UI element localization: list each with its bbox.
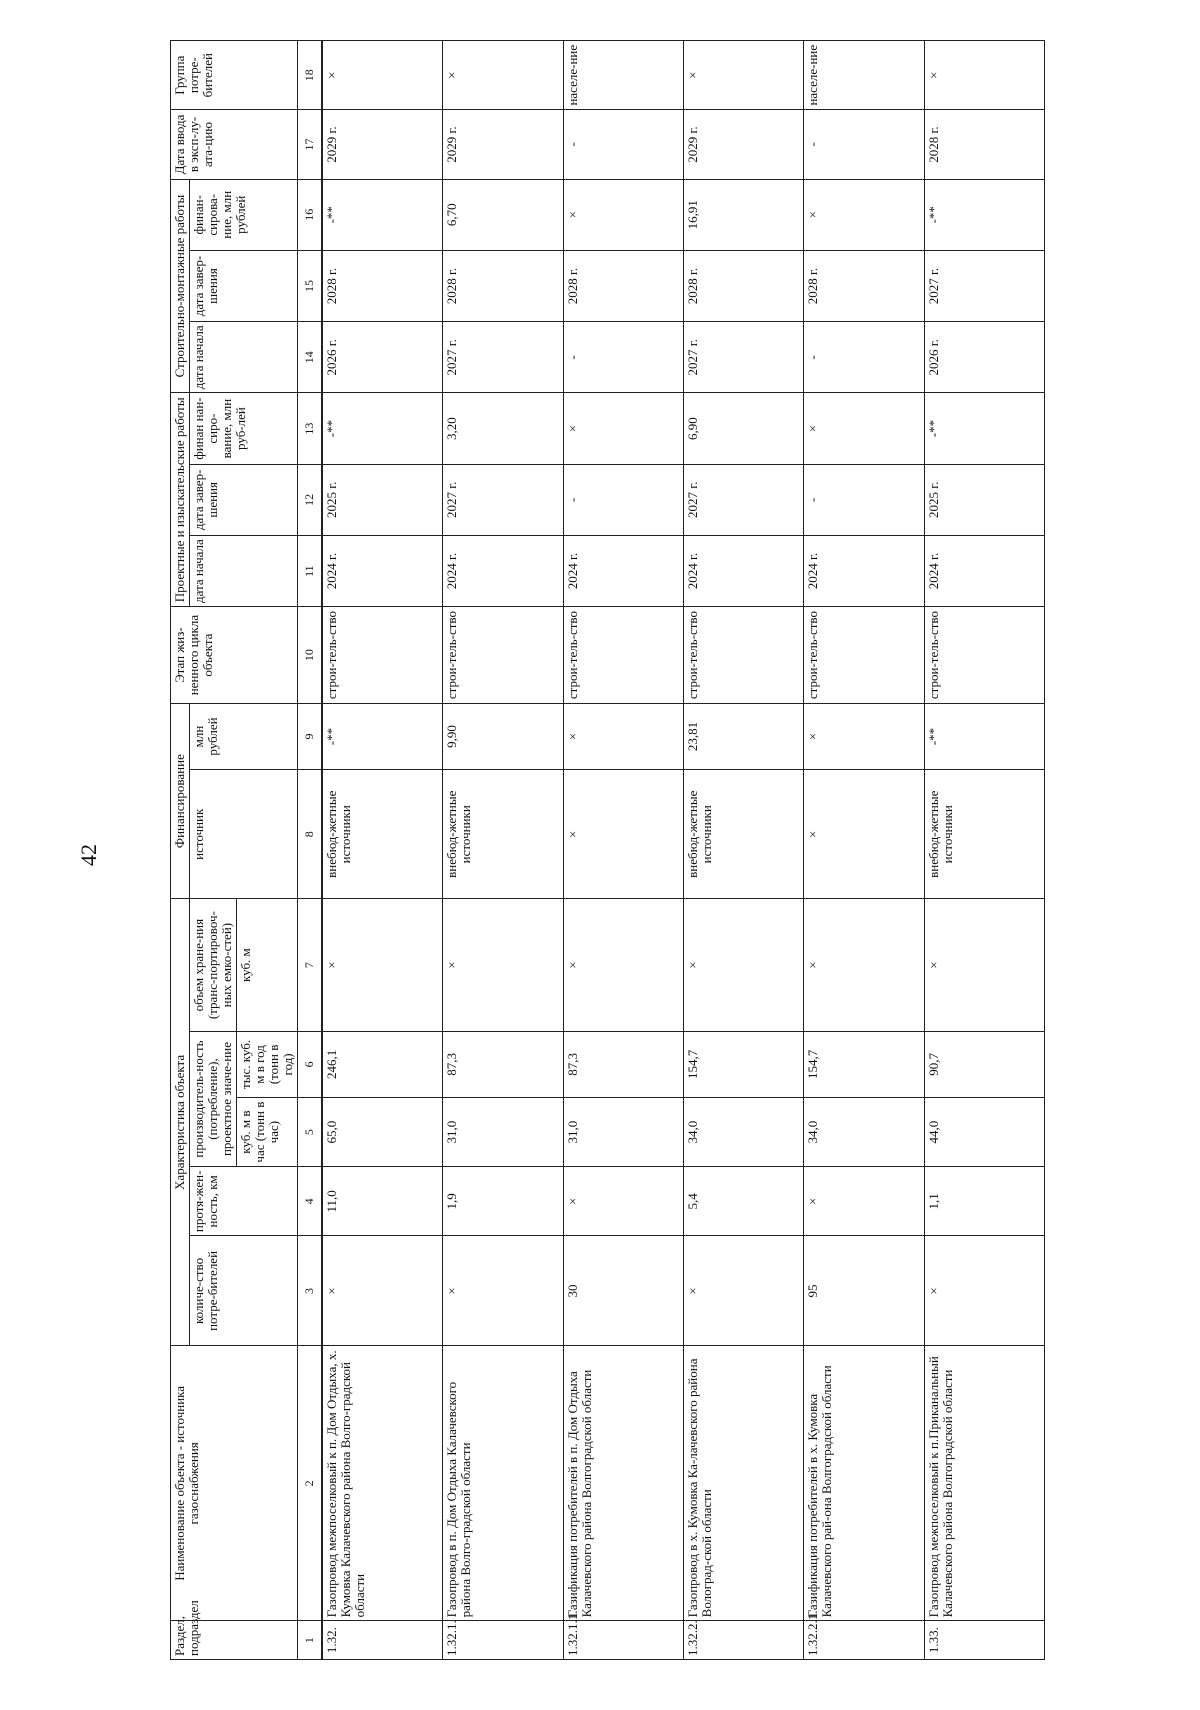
table-cell: × xyxy=(322,1236,443,1346)
table-row xyxy=(683,41,803,1660)
table-cell: - xyxy=(563,110,683,179)
column-number: 3 xyxy=(298,1236,322,1346)
header-capacity-hour: куб. м в час (тонн в час) xyxy=(237,1097,298,1166)
column-number: 8 xyxy=(298,770,322,899)
table-cell: 87,3 xyxy=(443,1031,563,1097)
table-cell: × xyxy=(563,770,683,899)
table-cell: 2026 г. xyxy=(924,322,1044,393)
table-cell: 1,1 xyxy=(924,1167,1044,1236)
table-cell: 1,9 xyxy=(443,1167,563,1236)
table-cell: 9,90 xyxy=(443,703,563,769)
table-cell: 34,0 xyxy=(804,1097,924,1166)
header-design-works: Проектные и изыскательские работы xyxy=(171,393,190,607)
table-cell: × xyxy=(322,899,443,1031)
table-cell: × xyxy=(563,393,683,464)
table-cell: 246,1 xyxy=(322,1031,443,1097)
table-cell: 154,7 xyxy=(683,1031,803,1097)
column-number: 13 xyxy=(298,393,322,464)
table-cell: × xyxy=(443,899,563,1031)
column-number: 9 xyxy=(298,703,322,769)
table-cell: 95 xyxy=(804,1236,924,1346)
header-characteristics: Характеристика объекта xyxy=(171,899,190,1346)
table-cell: Газификация потребителей в х. Кумовка Калачевского рай-она Волгоградской области xyxy=(804,1346,924,1621)
table-cell: × xyxy=(563,703,683,769)
header-financing: Финансирование xyxy=(171,703,190,898)
column-number: 2 xyxy=(298,1346,322,1621)
table-cell: - xyxy=(804,322,924,393)
table-cell: 11,0 xyxy=(322,1167,443,1236)
table-cell: × xyxy=(443,1236,563,1346)
column-number-row xyxy=(298,41,322,1660)
table-cell: - xyxy=(563,464,683,535)
header-name: Наименование объекта - источника газоснабжения xyxy=(171,1346,298,1621)
table-cell: × xyxy=(322,41,443,110)
table-cell: 2027 г. xyxy=(443,464,563,535)
table-cell: × xyxy=(924,1236,1044,1346)
table-row xyxy=(322,41,443,1660)
table-cell: × xyxy=(924,899,1044,1031)
table-cell: 1.32.1. xyxy=(443,1621,563,1660)
table-cell: 23,81 xyxy=(683,703,803,769)
header-lifecycle: Этап жиз-ненного цикла объекта xyxy=(171,607,298,704)
column-number: 5 xyxy=(298,1097,322,1166)
table-cell: 90,7 xyxy=(924,1031,1044,1097)
table-cell: 1.32.2. xyxy=(683,1621,803,1660)
table-cell: -** xyxy=(322,179,443,250)
header-commission-date: Дата ввода в эксп-лу-ата-цию xyxy=(171,110,298,179)
table-cell: 2027 г. xyxy=(443,322,563,393)
table-cell: × xyxy=(563,1167,683,1236)
table-cell: × xyxy=(804,393,924,464)
table-cell: 2025 г. xyxy=(322,464,443,535)
table-cell: × xyxy=(683,899,803,1031)
table-cell: внебюд-жетные источники xyxy=(683,770,803,899)
table-cell: -** xyxy=(924,393,1044,464)
table-cell: × xyxy=(683,1236,803,1346)
table-cell: 5,4 xyxy=(683,1167,803,1236)
column-number: 17 xyxy=(298,110,322,179)
table-cell: 1.32.2.1. xyxy=(804,1621,924,1660)
table-cell: внебюд-жетные источники xyxy=(443,770,563,899)
table-cell: - xyxy=(804,110,924,179)
table-cell: 2024 г. xyxy=(563,535,683,606)
table-cell: строи-тель-ство xyxy=(683,607,803,704)
table-cell: населе-ние xyxy=(563,41,683,110)
table-cell: 44,0 xyxy=(924,1097,1044,1166)
column-number: 10 xyxy=(298,607,322,704)
table-cell: внебюд-жетные источники xyxy=(924,770,1044,899)
table-cell: × xyxy=(924,41,1044,110)
header-design-financing: финан нан-сиро-вание, млн руб-лей xyxy=(190,393,298,464)
header-section: Раздел, подраздел xyxy=(171,1621,298,1660)
table-cell: 65,0 xyxy=(322,1097,443,1166)
header-constr-end: дата завер-шения xyxy=(190,250,298,321)
table-cell: 3,20 xyxy=(443,393,563,464)
header-capacity-year: тыс. куб. м в год (тонн в год) xyxy=(237,1031,298,1097)
header-capacity: производитель-ность (потребление), проектное значе-ние xyxy=(190,1031,237,1166)
table-cell: 6,70 xyxy=(443,179,563,250)
page-number: 42 xyxy=(76,844,101,866)
table-cell: внебюд-жетные источники xyxy=(322,770,443,899)
table-cell: -** xyxy=(322,703,443,769)
table-cell: 2024 г. xyxy=(683,535,803,606)
table-cell: 2026 г. xyxy=(322,322,443,393)
table-cell: строи-тель-ство xyxy=(322,607,443,704)
table-cell: 1.32. xyxy=(322,1621,443,1660)
table-cell: × xyxy=(804,1167,924,1236)
table-cell: × xyxy=(563,179,683,250)
table-cell: 87,3 xyxy=(563,1031,683,1097)
table-cell: 2024 г. xyxy=(443,535,563,606)
header-storage-unit: куб. м xyxy=(237,899,298,1031)
header-consumer-group: Группа потре-бителей xyxy=(171,41,298,110)
table-cell: 1.33. xyxy=(924,1621,1044,1660)
table-cell: -** xyxy=(924,703,1044,769)
column-number: 11 xyxy=(298,535,322,606)
header-storage: объем хранe-ния (транс-портировоч-ных емко-стей) xyxy=(190,899,237,1031)
table-cell: 2027 г. xyxy=(924,250,1044,321)
header-design-end: дата завер-шения xyxy=(190,464,298,535)
table-cell: -** xyxy=(924,179,1044,250)
table-cell: 2028 г. xyxy=(924,110,1044,179)
table-cell: 2028 г. xyxy=(322,250,443,321)
table-cell: 2029 г. xyxy=(322,110,443,179)
column-number: 15 xyxy=(298,250,322,321)
header-construction-works: Строительно-монтажные работы xyxy=(171,179,190,393)
table-cell: 31,0 xyxy=(443,1097,563,1166)
header-length: протя-жен-ность, км xyxy=(190,1167,298,1236)
table-cell: 2024 г. xyxy=(804,535,924,606)
table-cell: Газопровод в х. Кумовка Ка-лачевского района Волоград-ской области xyxy=(683,1346,803,1621)
table-cell: × xyxy=(804,179,924,250)
header-constr-financing: финан-сирова-ние, млн рублей xyxy=(190,179,298,250)
table-cell: - xyxy=(563,322,683,393)
column-number: 12 xyxy=(298,464,322,535)
table-cell: 30 xyxy=(563,1236,683,1346)
table-cell: × xyxy=(804,770,924,899)
table-cell: Газопровод межпоселковый к п. Дом Отдыха, х. Кумовка Калачевского района Волго-градской области xyxy=(322,1346,443,1621)
column-number: 7 xyxy=(298,899,322,1031)
table-cell: строи-тель-ство xyxy=(804,607,924,704)
header-constr-start: дата начала xyxy=(190,322,298,393)
column-number: 6 xyxy=(298,1031,322,1097)
table-cell: строи-тель-ство xyxy=(443,607,563,704)
table-cell: 2027 г. xyxy=(683,322,803,393)
table-cell: Газопровод в п. Дом Отдыха Калачевского района Волго-градской области xyxy=(443,1346,563,1621)
table-cell: строи-тель-ство xyxy=(924,607,1044,704)
column-number: 1 xyxy=(298,1621,322,1660)
table-cell: Газопровод межпоселковый к п.Приканальный Калачевского района Волгоградской области xyxy=(924,1346,1044,1621)
table-row xyxy=(443,41,563,1660)
table-cell: 34,0 xyxy=(683,1097,803,1166)
table-cell: 2027 г. xyxy=(683,464,803,535)
column-number: 16 xyxy=(298,179,322,250)
table-cell: 2025 г. xyxy=(924,464,1044,535)
table-cell: 154,7 xyxy=(804,1031,924,1097)
table-cell: × xyxy=(804,703,924,769)
table-cell: 2028 г. xyxy=(443,250,563,321)
table-cell: 2028 г. xyxy=(563,250,683,321)
table-cell: 2024 г. xyxy=(322,535,443,606)
rotated-table-container xyxy=(170,40,1045,1660)
table-cell: 2028 г. xyxy=(804,250,924,321)
column-number: 14 xyxy=(298,322,322,393)
table-cell: строи-тель-ство xyxy=(563,607,683,704)
table-cell: -** xyxy=(322,393,443,464)
table-cell: 2029 г. xyxy=(443,110,563,179)
table-cell: 31,0 xyxy=(563,1097,683,1166)
table-cell: 2029 г. xyxy=(683,110,803,179)
table-cell: 2024 г. xyxy=(924,535,1044,606)
table-cell: 6,90 xyxy=(683,393,803,464)
table-cell: × xyxy=(443,41,563,110)
table-row xyxy=(804,41,924,1660)
column-number: 18 xyxy=(298,41,322,110)
header-design-start: дата начала xyxy=(190,535,298,606)
table-cell: Газификация потребителей в п. Дом Отдыха Калачевского района Волгоградской области xyxy=(563,1346,683,1621)
table-cell: 1.32.1.1. xyxy=(563,1621,683,1660)
table-cell: × xyxy=(804,899,924,1031)
header-source: источник xyxy=(190,770,298,899)
table-cell: × xyxy=(563,899,683,1031)
table-cell: 2028 г. xyxy=(683,250,803,321)
header-mln-rub: млн рублей xyxy=(190,703,298,769)
table-cell: - xyxy=(804,464,924,535)
column-number: 4 xyxy=(298,1167,322,1236)
header-consumers-count: количе-ство потре-бителей xyxy=(190,1236,298,1346)
gas-supply-table xyxy=(170,40,1045,1660)
table-row xyxy=(563,41,683,1660)
table-cell: населе-ние xyxy=(804,41,924,110)
table-cell: × xyxy=(683,41,803,110)
table-row xyxy=(924,41,1044,1660)
table-cell: 16,91 xyxy=(683,179,803,250)
